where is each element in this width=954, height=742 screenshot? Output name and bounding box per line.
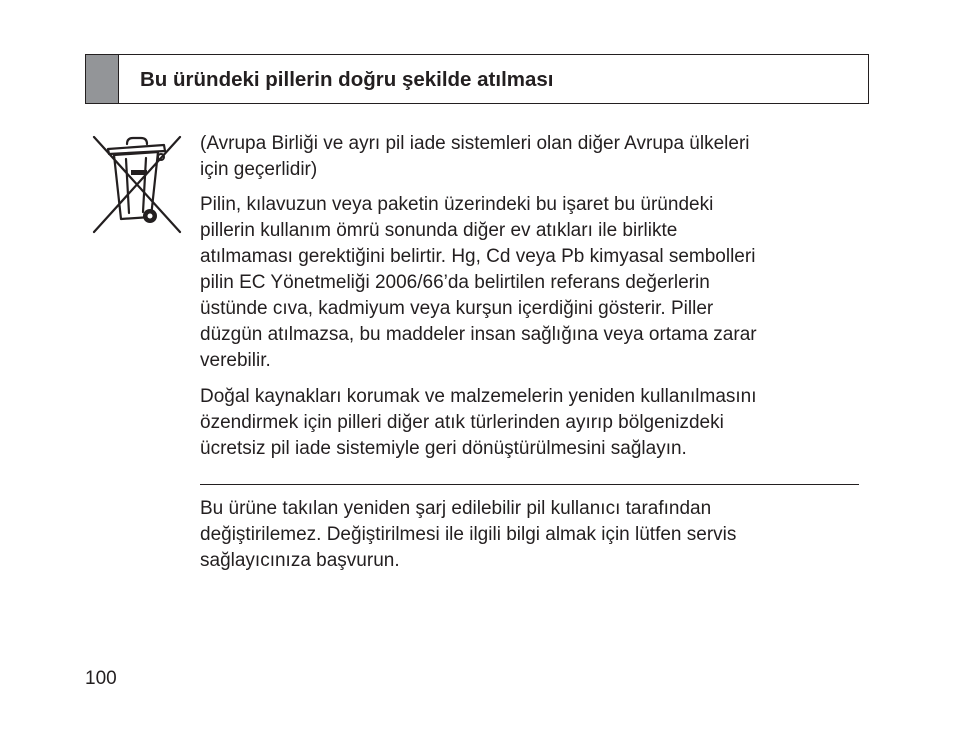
section-divider <box>200 484 859 485</box>
replacement-note-paragraph <box>200 496 860 574</box>
text-line: ücretsiz pil iade sistemiyle geri dönüştürülmesini sağlayın. <box>200 438 687 459</box>
text-line: değiştirilemez. Değiştirilmesi ile ilgili bilgi almak için lütfen servis <box>200 524 737 545</box>
text-line: düzgün atılmazsa, bu maddeler insan sağlığına veya ortama zarar <box>200 324 757 345</box>
text-line: atılmaması gerektiğini belirtir. Hg, Cd veya Pb kimyasal sembolleri <box>200 246 756 267</box>
section-title: Bu üründeki pillerin doğru şekilde atılması <box>140 68 554 91</box>
section-header <box>85 54 869 104</box>
header-accent-bar <box>86 55 119 103</box>
recycling-paragraph <box>200 384 860 462</box>
text-line: Pilin, kılavuzun veya paketin üzerindeki bu işaret bu üründeki <box>200 194 714 215</box>
text-line: verebilir. <box>200 350 271 371</box>
page-number: 100 <box>85 668 117 689</box>
text-line: üstünde cıva, kadmiyum veya kurşun içerdiğini gösterir. Piller <box>200 298 714 319</box>
crossed-out-wheeled-bin-icon <box>88 133 184 237</box>
symbol-meaning-paragraph <box>200 192 860 374</box>
text-line: özendirmek için pilleri diğer atık türlerinden ayırıp bölgenizdeki <box>200 412 724 433</box>
text-line: sağlayıcınıza başvurun. <box>200 550 400 571</box>
text-line: pilin EC Yönetmeliği 2006/66’da belirtilen referans değerlerin <box>200 272 710 293</box>
text-line: Doğal kaynakları korumak ve malzemelerin yeniden kullanılmasını <box>200 386 757 407</box>
text-line: pillerin kullanım ömrü sonunda diğer ev atıkları ile birlikte <box>200 220 678 241</box>
text-line: (Avrupa Birliği ve ayrı pil iade sistemleri olan diğer Avrupa ülkeleri <box>200 133 750 154</box>
text-line: için geçerlidir) <box>200 159 318 180</box>
text-line: Bu ürüne takılan yeniden şarj edilebilir pil kullanıcı tarafından <box>200 498 712 519</box>
scope-paragraph <box>200 131 860 183</box>
